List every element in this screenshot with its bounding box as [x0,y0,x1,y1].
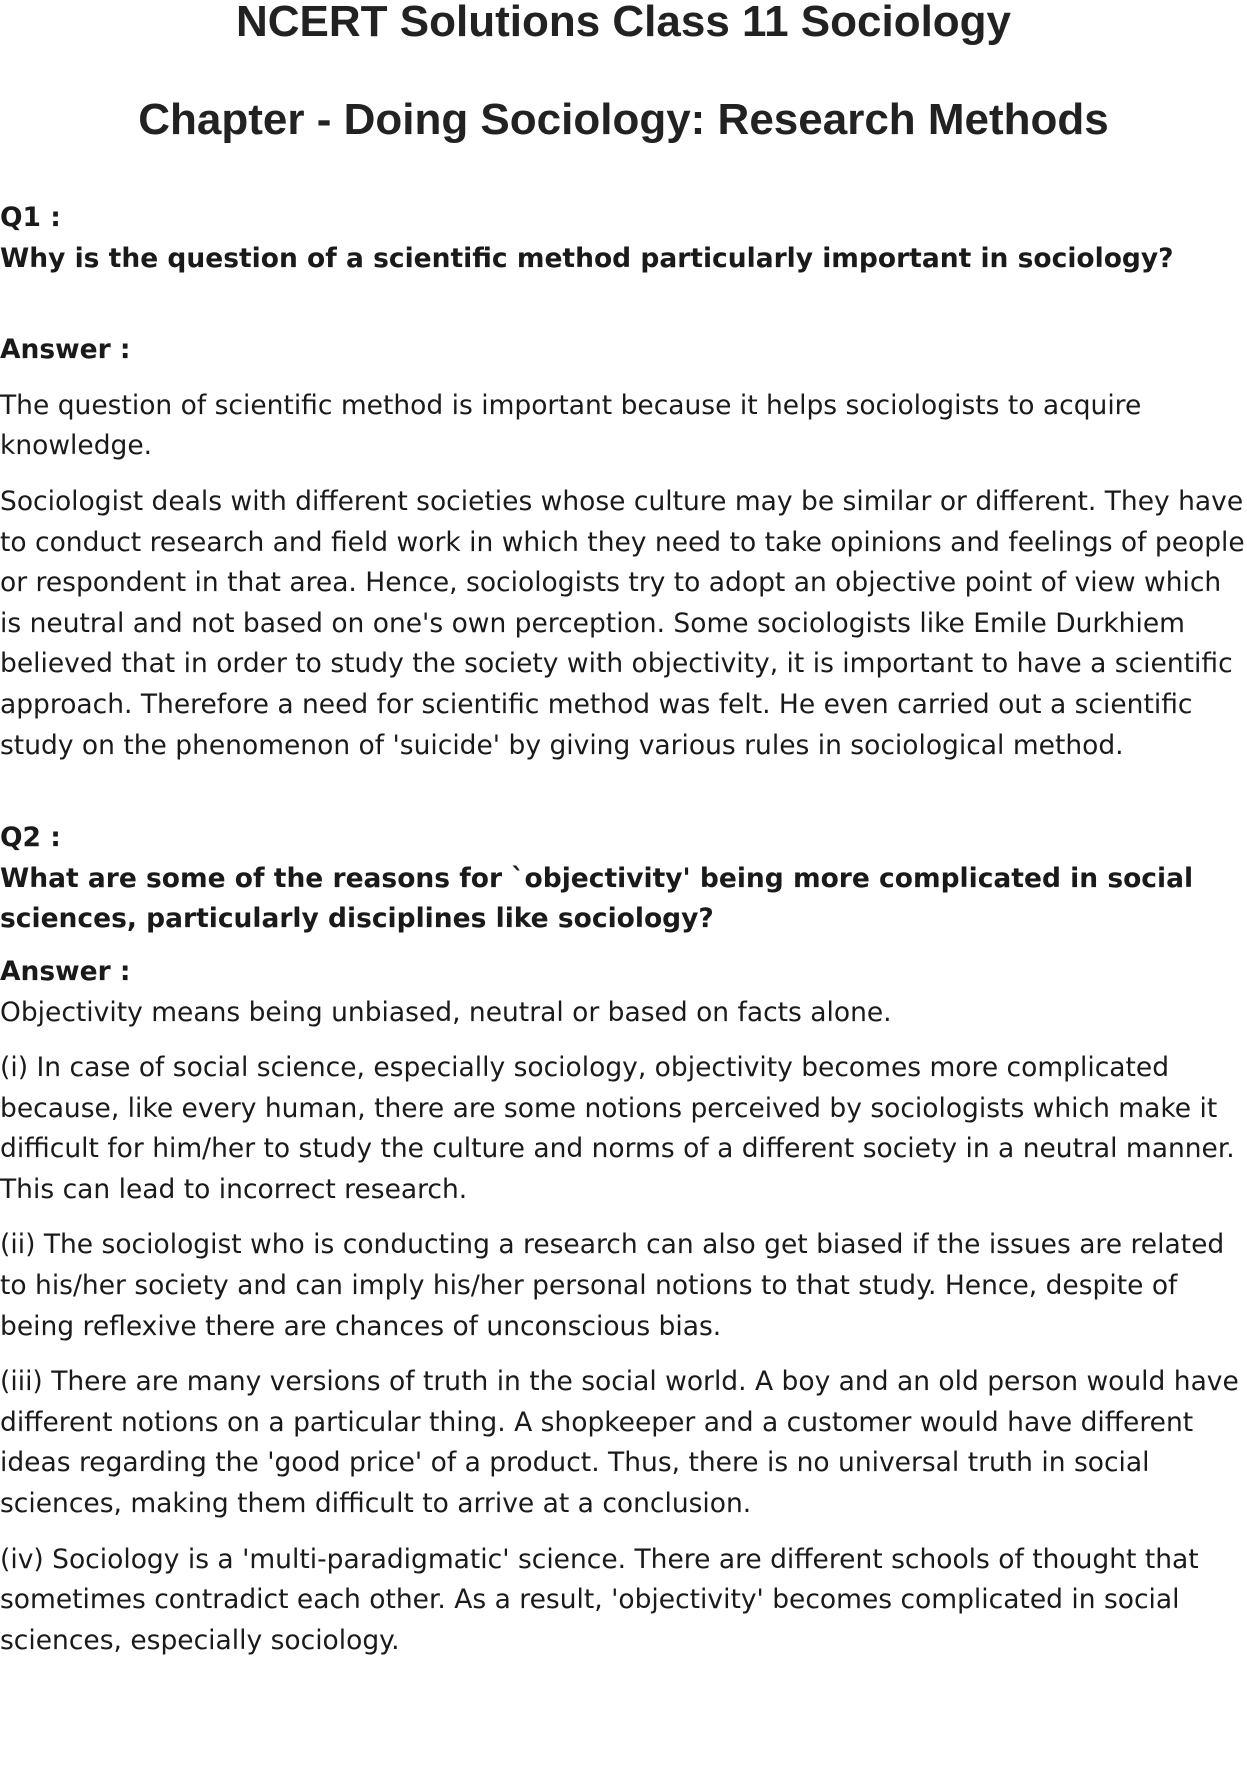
question-block-q1 [0,198,1247,766]
question-text: What are some of the reasons for `objectivity' being more complicated in social sciences, particularly disciplines like sociology? [0,862,1194,935]
answer-paragraph: (i) In case of social science, especially sociology, objectivity becomes more complicated because, like every human, there are some notions perceived by sociologists which make it difficult for him/her to study the culture and norms of a different society in a neutral manner. This can lead to incorrect research. [0,1052,1235,1205]
question-label: Q2 : [0,822,61,854]
question-block-q2 [0,818,1247,1661]
chapter-title: Chapter - Doing Sociology: Research Methods [138,95,1109,144]
answer-paragraph: Objectivity means being unbiased, neutral or based on facts alone. [0,996,892,1028]
answer-paragraph: The question of scientific method is important because it helps sociologists to acquire knowledge. [0,389,1142,462]
answer-paragraph: (iii) There are many versions of truth in the social world. A boy and an old person would have different notions on a particular thing. A shopkeeper and a customer would have different ideas regarding the 'good price' of a product. Thus, there is no universal truth in social sciences, making them difficult to arrive at a conclusion. [0,1366,1239,1520]
document-content [0,198,1247,1661]
answer-paragraph: Sociologist deals with different societies whose culture may be similar or different. They have to conduct research and field work in which they need to take opinions and feelings of people or respondent in that area. Hence, sociologists try to adopt an objective point of view which is neutral and not based on one's own perception. Some sociologists like Emile Durkhiem believed that in order to study the society with objectivity, it is important to have a scientific approach. Therefore a need for scientific method was felt. He even carried out a scientific study on the phenomenon of 'suicide' by giving various rules in sociological method. [0,485,1245,761]
document-title: NCERT Solutions Class 11 Sociology [235,0,1012,46]
answer-paragraph: (ii) The sociologist who is conducting a research can also get biased if the issues are related to his/her society and can imply his/her personal notions to that study. Hence, despite of being reflexive there are chances of unconscious bias. [0,1229,1225,1342]
answer-label: Answer : [0,955,131,987]
answer-label: Answer : [0,334,131,366]
question-text: Why is the question of a scientific method particularly important in sociology? [0,242,1174,274]
question-label: Q1 : [0,202,61,233]
answer-paragraph: (iv) Sociology is a 'multi-paradigmatic' science. There are different schools of thought that sometimes contradict each other. As a result, 'objectivity' becomes complicated in social sciences, especially sociology. [0,1543,1199,1656]
